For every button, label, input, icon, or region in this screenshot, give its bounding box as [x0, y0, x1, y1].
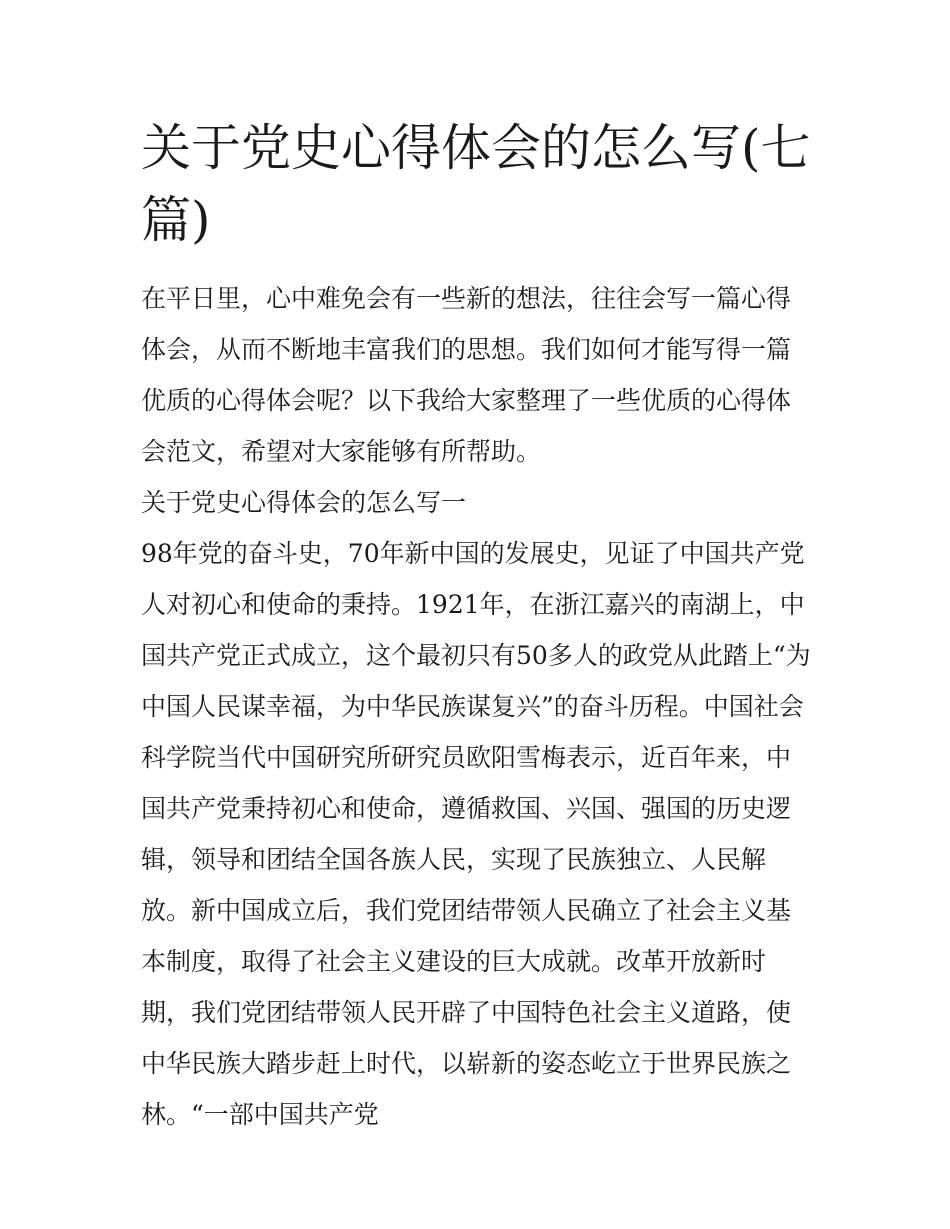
section-heading: 关于党史心得体会的怎么写一 [141, 488, 467, 517]
document-title: 关于党史心得体会的怎么写(七篇) [141, 119, 811, 249]
intro-paragraph: 在平日里，心中难免会有一些新的想法，往往会写一篇心得体会，从而不断地丰富我们的思想。我们如何才能写得一篇优质的心得体会呢？以下我给大家整理了一些优质的心得体会范文，希望对大家能够有所帮助。 [141, 284, 792, 466]
document-content [141, 112, 811, 1140]
body-paragraph: 98年党的奋斗史，70年新中国的发展史，见证了中国共产党人对初心和使命的秉持。1921年，在浙江嘉兴的南湖上，中国共产党正式成立，这个最初只有50多人的政党从此踏上“为中国人民谋幸福，为中华民族谋复兴”的奋斗历程。中国社会科学院当代中国研究所研究员欧阳雪梅表示，近百年来，中国共产党秉持初心和使命，遵循救国、兴国、强国的历史逻辑，领导和团结全国各族人民，实现了民族独立、人民解放。新中国成立后，我们党团结带领人民确立了社会主义基本制度，取得了社会主义建设的巨大成就。改革开放新时期，我们党团结带领人民开辟了中国特色社会主义道路，使中华民族大踏步赶上时代，以崭新的姿态屹立于世界民族之林。“一部中国共产党 [141, 539, 811, 1129]
